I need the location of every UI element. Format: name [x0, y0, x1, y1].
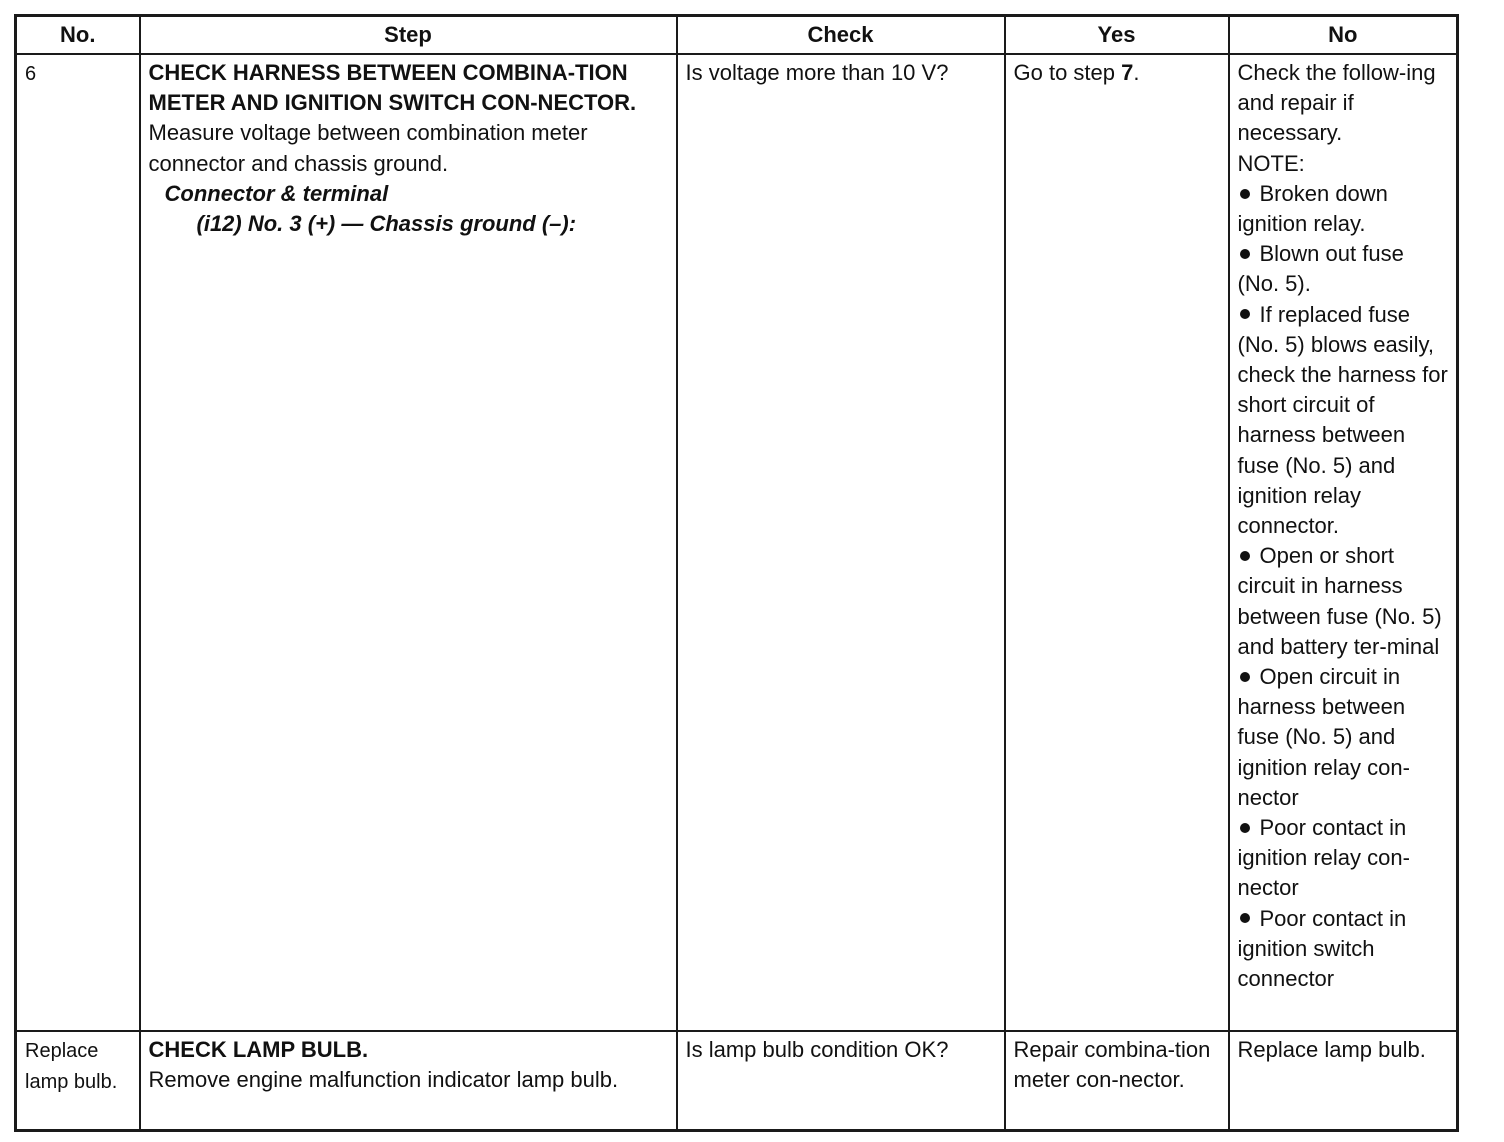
- list-item: Broken down ignition relay.: [1237, 180, 1388, 237]
- no-note-label: NOTE:: [1237, 150, 1305, 176]
- no-intro: Check the follow-ing and repair if necessary.: [1237, 60, 1436, 146]
- list-item: Poor contact in ignition switch connector: [1237, 905, 1407, 992]
- yes-suffix: .: [1133, 60, 1140, 85]
- list-item: If replaced fuse (No. 5) blows easily, check the harness for short circuit of harness between fuse (No. 5) and ignition relay connector.: [1237, 301, 1448, 539]
- table-row: [16, 54, 1458, 1031]
- step-number: Replace lamp bulb.: [16, 1031, 140, 1131]
- yes-step-link[interactable]: 7: [1121, 60, 1134, 85]
- bullet-icon: [1240, 249, 1250, 259]
- bullet-icon: [1240, 189, 1250, 199]
- list-item: Blown out fuse (No. 5).: [1237, 241, 1404, 297]
- step-cell: [140, 1031, 677, 1131]
- check-cell: Is voltage more than 10 V?: [677, 54, 1005, 1031]
- header-check: Check: [677, 16, 1005, 55]
- step-title: CHECK HARNESS BETWEEN COMBINA-TION METER AND IGNITION SWITCH CON-NECTOR.: [148, 60, 637, 116]
- connector-terminal-label: Connector & terminal: [164, 180, 389, 206]
- header-no: No.: [16, 16, 140, 55]
- yes-cell: Repair combina-tion meter con-nector.: [1005, 1031, 1229, 1131]
- no-check-list: [1238, 179, 1449, 994]
- bullet-icon: [1240, 672, 1250, 682]
- bullet-icon: [1240, 551, 1250, 561]
- step-description: Measure voltage between combination meter connector and chassis ground.: [148, 120, 588, 176]
- header-yes: Yes: [1005, 16, 1229, 55]
- no-cell: [1229, 54, 1458, 1031]
- step-number: 6: [16, 54, 140, 1031]
- step-cell: [140, 54, 677, 1031]
- list-item: Open circuit in harness between fuse (No. 5) and ignition relay con-nector: [1237, 664, 1410, 810]
- step-title: CHECK LAMP BULB.: [148, 1037, 369, 1062]
- bullet-icon: [1240, 309, 1250, 319]
- yes-cell: [1005, 54, 1229, 1031]
- check-cell: Is lamp bulb condition OK?: [677, 1031, 1005, 1131]
- table-row: [16, 1031, 1458, 1131]
- yes-text: Go to step: [1013, 60, 1122, 85]
- no-cell: Replace lamp bulb.: [1229, 1031, 1458, 1131]
- diagnostic-table-page: [14, 14, 1459, 1132]
- list-item: Poor contact in ignition relay con-nector: [1237, 815, 1410, 901]
- diagnostic-table: [14, 14, 1459, 1132]
- list-item: Open or short circuit in harness between fuse (No. 5) and battery ter-minal: [1237, 543, 1442, 659]
- header-no-result: No: [1229, 16, 1458, 55]
- table-header-row: [16, 16, 1458, 55]
- bullet-icon: [1240, 823, 1250, 833]
- header-step: Step: [140, 16, 677, 55]
- connector-terminal-value: (i12) No. 3 (+) — Chassis ground (–):: [196, 211, 577, 237]
- step-description: Remove engine malfunction indicator lamp bulb.: [148, 1067, 619, 1093]
- bullet-icon: [1240, 913, 1250, 923]
